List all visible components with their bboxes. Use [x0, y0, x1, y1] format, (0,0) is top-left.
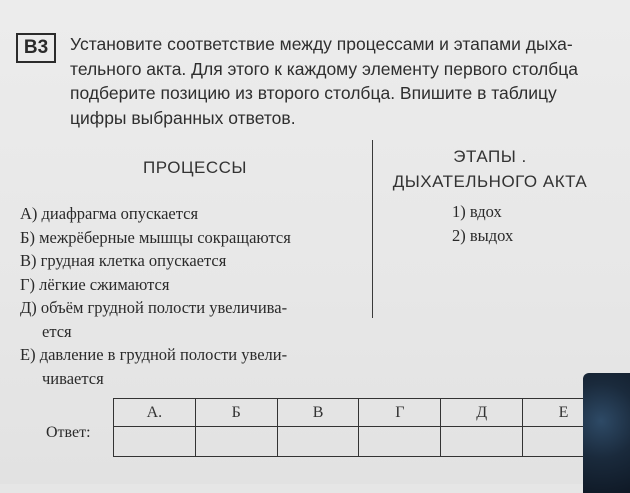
stages-list	[452, 200, 513, 248]
task-number: В3	[23, 37, 49, 58]
answer-column-header: Б	[195, 399, 277, 427]
stages-header-line2: ДЫХАТЕЛЬНОГО АКТА	[392, 172, 588, 191]
answer-cell[interactable]	[277, 427, 359, 457]
answer-cell[interactable]	[359, 427, 441, 457]
photo-background-object	[583, 373, 630, 493]
answer-column-header: Д	[441, 399, 523, 427]
processes-header: ПРОЦЕССЫ	[143, 158, 247, 177]
answer-values-row	[114, 427, 605, 457]
answer-column-header: Е	[523, 399, 605, 427]
task-number-badge	[16, 33, 56, 63]
process-item-continuation: чивается	[42, 368, 104, 388]
answer-cell[interactable]	[441, 427, 523, 457]
answer-header-row	[114, 399, 605, 427]
process-item: А) диафрагма опускается	[20, 204, 199, 223]
task-line: тельного акта. Для этого к каждому элементу первого столбца	[70, 58, 579, 79]
process-item: Е) давление в грудной полости увели-	[20, 345, 288, 364]
task-line: подберите позицию из второго столбца. Впишите в таблицу	[70, 83, 557, 103]
stages-header-line1: ЭТАПЫ .	[453, 147, 527, 166]
answer-cell[interactable]	[114, 427, 196, 457]
answer-column-header: В	[277, 399, 359, 427]
process-item: В) грудная клетка опускается	[20, 251, 227, 270]
process-item-continuation: ется	[42, 321, 72, 341]
answer-column-header: А.	[114, 399, 196, 427]
answer-label: Ответ:	[46, 424, 91, 441]
answer-table	[113, 398, 605, 457]
answer-cell[interactable]	[195, 427, 277, 457]
process-item: Д) объём грудной полости увеличива-	[20, 298, 288, 317]
task-instructions	[70, 32, 615, 130]
stage-item: 2) выдох	[452, 226, 514, 245]
process-item: Б) межрёберные мышцы сокращаются	[20, 227, 291, 247]
stages-header	[370, 144, 610, 194]
answer-column-header: Г	[359, 399, 441, 427]
task-line: Установите соответствие между процессами и этапами дыха-	[70, 34, 573, 54]
task-line: цифры выбранных ответов.	[70, 107, 296, 128]
process-item: Г) лёгкие сжимаются	[20, 274, 170, 294]
stage-item: 1) вдох	[452, 202, 502, 221]
processes-list	[20, 202, 380, 390]
